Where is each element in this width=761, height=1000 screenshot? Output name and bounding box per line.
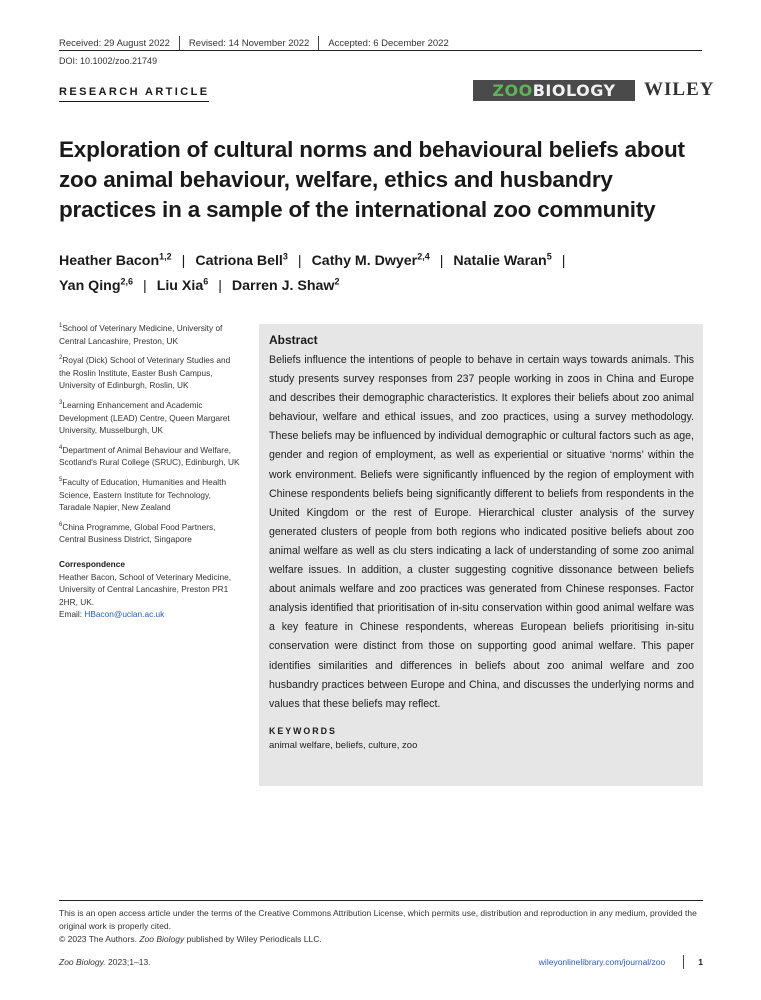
divider: | xyxy=(181,253,186,269)
author[interactable]: Cathy M. Dwyer$^{2,4}$ xyxy=(311,251,430,269)
divider: | xyxy=(297,253,302,269)
keywords-list: animal welfare, beliefs, culture, zoo xyxy=(269,739,418,751)
journal-logo[interactable] xyxy=(473,80,635,101)
correspondence-heading: Correspondence xyxy=(59,558,125,569)
doi[interactable]: DOI: 10.1002/zoo.21749 xyxy=(59,56,158,66)
logo-zoo-text: ZOO xyxy=(492,81,533,100)
author-list xyxy=(59,249,699,299)
abstract-heading: Abstract xyxy=(269,333,318,347)
correspondence-text: Heather Bacon, School of Veterinary Medicine, University of Central Lancashire, Preston PR1 2HR, UK. xyxy=(59,571,232,607)
copyright-line: © 2023 The Authors. Zoo Biology published by Wiley Periodicals LLC. xyxy=(59,934,322,944)
keywords-heading: KEYWORDS xyxy=(269,725,337,736)
divider xyxy=(683,955,684,969)
abstract-box xyxy=(259,324,703,786)
journal-citation: Zoo Biology. 2023;1–13. xyxy=(59,957,151,967)
affiliation: $^1$School of Veterinary Medicine, University of Central Lancashire, Preston, UK xyxy=(59,323,223,346)
page-footer xyxy=(59,955,703,969)
affiliation: $^6$China Programme, Global Food Partners, Central Business District, Singapore xyxy=(59,521,216,545)
divider: | xyxy=(561,253,566,269)
divider xyxy=(179,36,180,50)
abstract-text: Beliefs influence the intentions of people to behave in certain ways towards animals. This study presents survey responses from 237 people working in zoos in China and Europe and describes their demographic characteristics. It explores their beliefs about zoo animal behaviour, welfare and ethical issues, and zoo practices, using a survey methodology. These beliefs may be influenced by individual demographic or cultural factors such as age, gender and region of employment, as well as experiential or situative ‘norms’ within the work environment. Beliefs were significantly influenced by the region of employment with Chinese respondents beliefs being significantly different to beliefs from respondents in the United Kingdom or the rest of Europe. Hierarchical cluster analysis of the survey generated clusters of people from both regions who indicated positive beliefs about zoo animal welfare as well as clu sters indicating a lack of understanding of some zoo animal welfare issues. In addition, a cluster suggesting cognitive dissonance between beliefs about animals welfare and zoo practices was generated from Chinese responses. Factor analysis identified that prioritisation of in‐situ conservation within good animal welfare was a key feature in Chinese respondents, whereas European beliefs prioritising in‐situ conservation were distinct from those on supporting good animal welfare. This paper identifies similarities and differences in beliefs about zoo animal welfare and zoo husbandry practices between Europe and China, and discusses the underlying norms and values that these beliefs may reflect. xyxy=(269,354,694,710)
page-number: 1 xyxy=(698,957,703,967)
divider: | xyxy=(439,253,444,269)
author[interactable]: Yan Qing$^{2,6}$ xyxy=(59,276,134,294)
author[interactable]: Darren J. Shaw$^2$ xyxy=(231,276,340,294)
license-note xyxy=(59,900,703,946)
publisher-logo[interactable]: WILEY xyxy=(644,79,715,100)
journal-url[interactable]: wileyonlinelibrary.com/journal/zoo xyxy=(538,957,666,967)
email-link[interactable]: HBacon@uclan.ac.uk xyxy=(84,609,165,620)
affiliation: $^2$Royal (Dick) School of Veterinary Studies and the Roslin Institute, Easter Bush Campus, University of Edinburgh, Roslin, UK xyxy=(59,355,231,391)
author[interactable]: Catriona Bell$^3$ xyxy=(195,251,288,269)
revised-date: Revised: 14 November 2022 xyxy=(188,37,310,49)
affiliation: $^4$Department of Animal Behaviour and Welfare, Scotland's Rural College (SRUC), Edinburgh, UK xyxy=(59,444,240,468)
license-text: This is an open access article under the terms of the Creative Commons Attribution License, which permits use, distribution and reproduction in any medium, provided the original work is properly cited. xyxy=(59,908,697,931)
received-date: Received: 29 August 2022 xyxy=(59,37,170,49)
article-title: Exploration of cultural norms and behavioural beliefs about zoo animal behaviour, welfare, ethics and husbandry practices in a sample of the international zoo community xyxy=(59,137,685,222)
accepted-date: Accepted: 6 December 2022 xyxy=(328,37,449,49)
affiliation: $^3$Learning Enhancement and Academic Development (LEAD) Centre, Queen Margaret University, Musselburgh, UK xyxy=(59,399,230,436)
article-type: RESEARCH ARTICLE xyxy=(59,86,209,102)
history-dates xyxy=(59,36,702,51)
divider xyxy=(318,36,319,50)
author[interactable]: Natalie Waran$^5$ xyxy=(453,251,552,269)
author[interactable]: Liu Xia$^6$ xyxy=(156,276,209,294)
divider: | xyxy=(143,278,147,294)
logo-biology-text: BIOLOGY xyxy=(532,81,616,100)
correspondence-email-line: Email: HBacon@uclan.ac.uk xyxy=(59,609,165,620)
affiliation: $^5$Faculty of Education, Humanities and Health Science, Eastern Institute for Technology, Taradale Napier, New Zealand xyxy=(59,476,227,513)
divider: | xyxy=(218,278,222,294)
author[interactable]: Heather Bacon$^{1,2}$ xyxy=(59,251,172,269)
affiliations xyxy=(59,322,244,621)
